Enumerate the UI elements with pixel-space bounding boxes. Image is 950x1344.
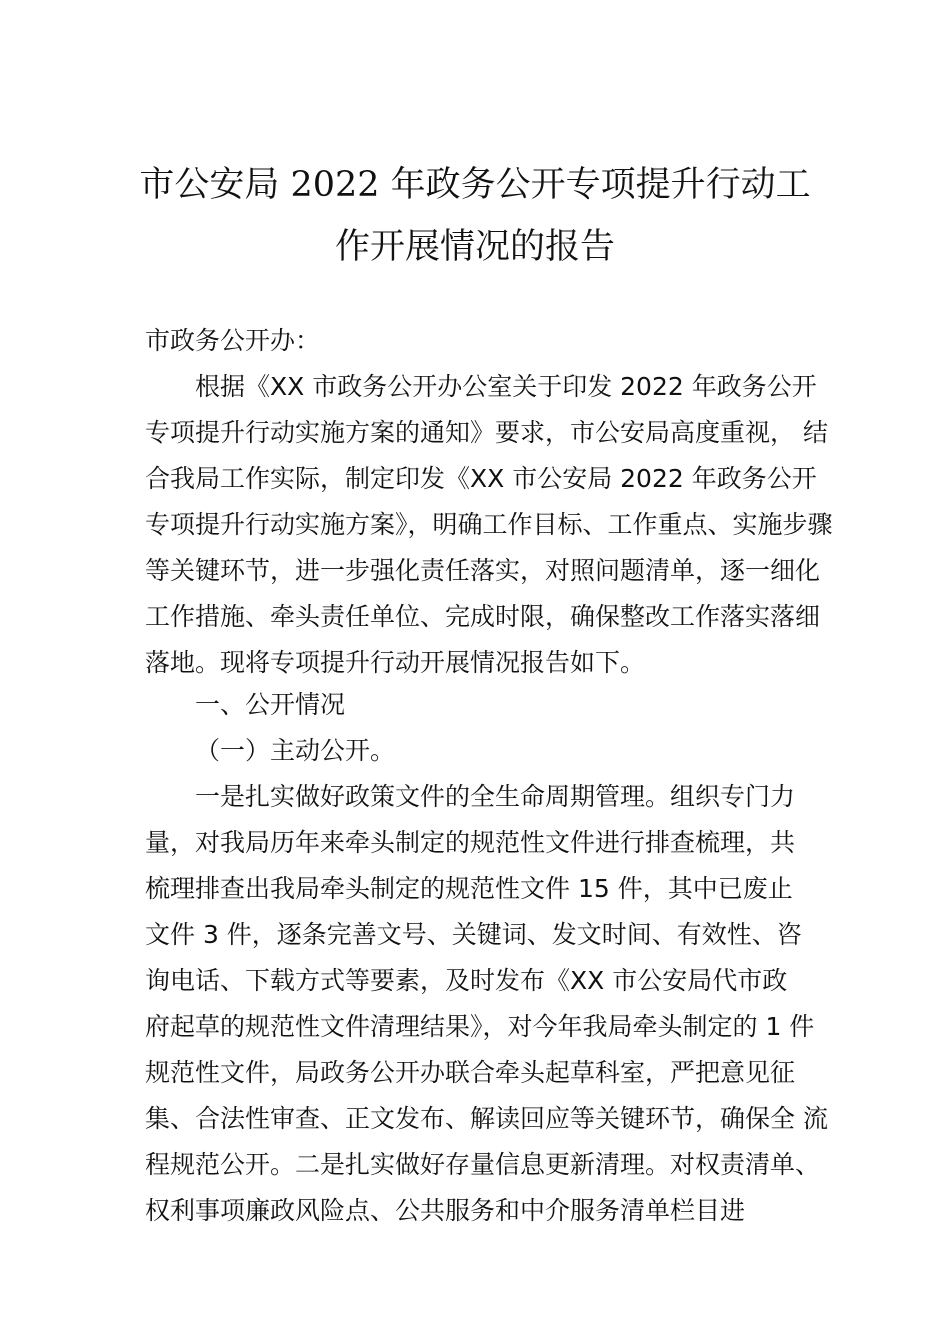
title-line-1: 市公安局 2022 年政务公开专项提升行动工	[139, 165, 811, 205]
body-line: 根据《XX 市政务公开办公室关于印发 2022 年政务公开	[195, 372, 817, 401]
body-line: 专项提升行动实施方案》，明确工作目标、工作重点、实施步骤	[145, 510, 833, 539]
body-line: 工作措施、牵头责任单位、完成时限，确保整改工作落实落细	[145, 602, 821, 631]
body-line: 集、合法性审查、正文发布、解读回应等关键环节，确保全 流	[145, 1104, 828, 1133]
body-line: 梳理排查出我局牵头制定的规范性文件 15 件，其中已废止	[145, 874, 793, 903]
document-title	[60, 154, 890, 278]
body-line: 文件 3 件，逐条完善文号、关键词、发文时间、有效性、咨	[145, 920, 802, 949]
body-line: 府起草的规范性文件清理结果》，对今年我局牵头制定的 1 件	[145, 1012, 815, 1041]
section-heading-1: 一、公开情况	[195, 690, 346, 719]
body-line: 合我局工作实际，制定印发《XX 市公安局 2022 年政务公开	[145, 464, 817, 493]
title-line-2: 作开展情况的报告	[334, 227, 615, 267]
body-line: 权利事项廉政风险点、公共服务和中介服务清单栏目进	[145, 1196, 746, 1225]
body-line: 等关键环节，进一步强化责任落实，对照问题清单，逐一细化	[145, 556, 821, 585]
body-line: 询电话、下载方式等要素，及时发布《XX 市公安局代市政	[145, 966, 788, 995]
body-line: 量，对我局历年来牵头制定的规范性文件进行排查梳理，共	[145, 828, 796, 857]
subsection-heading-1: （一）主动公开。	[195, 736, 396, 765]
body-line: 落地。现将专项提升行动开展情况报告如下。	[145, 648, 646, 677]
salutation: 市政务公开办：	[145, 326, 321, 355]
body-line: 规范性文件，局政务公开办联合牵头起草科室，严把意见征	[145, 1058, 796, 1087]
body-line: 程规范公开。二是扎实做好存量信息更新清理。对权责清单、	[145, 1150, 821, 1179]
body-line: 一是扎实做好政策文件的全生命周期管理。组织专门力	[195, 782, 796, 811]
body-line: 专项提升行动实施方案的通知》要求，市公安局高度重视， 结	[145, 418, 828, 447]
